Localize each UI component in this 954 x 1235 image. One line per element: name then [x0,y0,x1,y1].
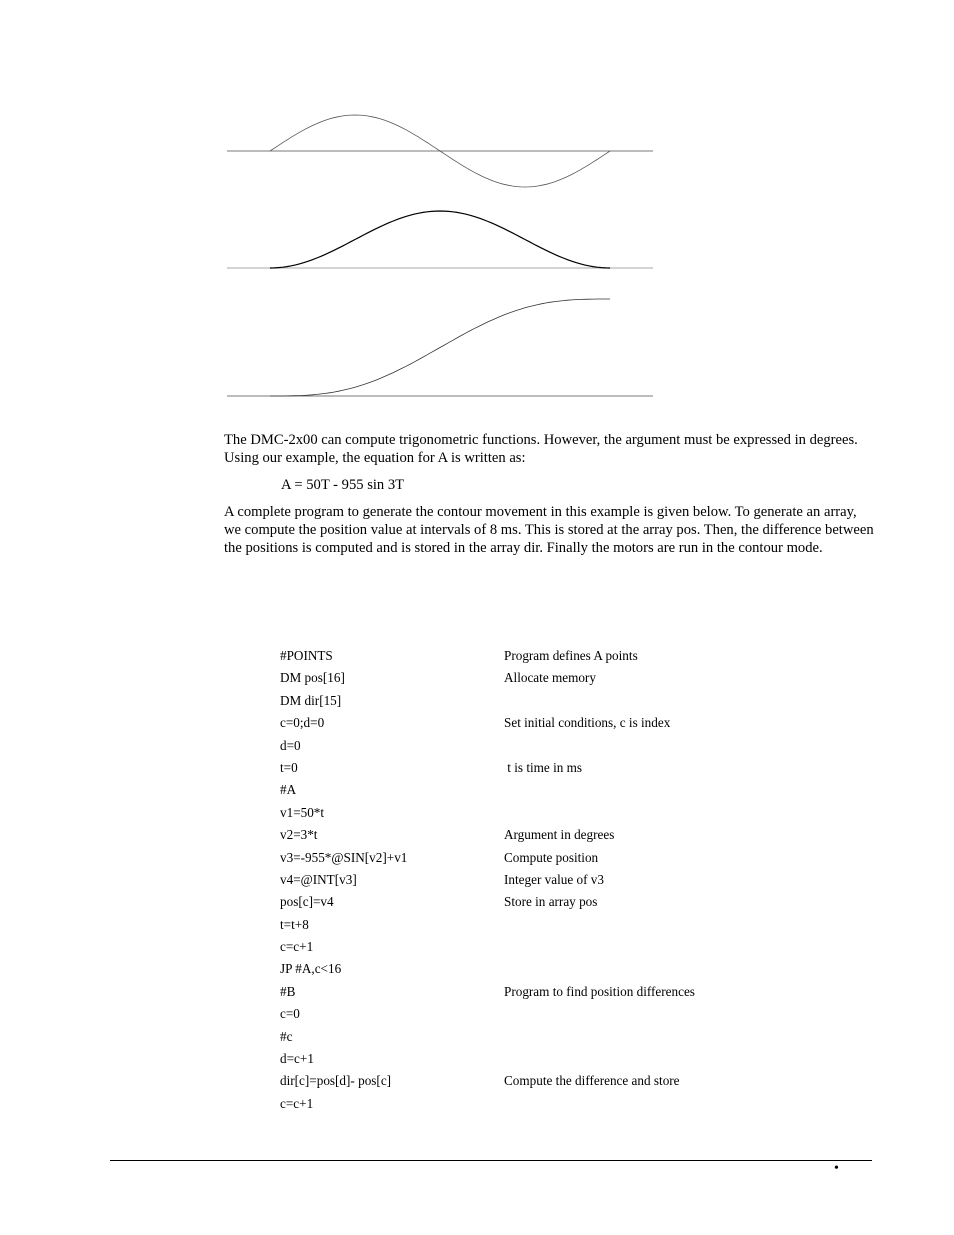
code-line [280,758,880,780]
code-comment: Integer value of v3 [504,871,604,887]
intro-paragraph: The DMC-2x00 can compute trigonometric functions. However, the argument must be expressed in degrees. Using our example, the equation for A is written as: [224,432,858,466]
code-command: d=c+1 [280,1051,314,1067]
code-line [280,825,880,847]
code-command: DM pos[16] [280,670,345,686]
motion-profile-figure [0,0,954,420]
code-comment: Store in array pos [504,894,598,910]
code-command: t=t+8 [280,916,309,932]
code-line [280,691,880,713]
code-command: v4=@INT[v3] [280,871,357,887]
code-line [280,668,880,690]
code-command: dir[c]=pos[d]- pos[c] [280,1073,392,1089]
code-line [280,780,880,802]
code-line [280,915,880,937]
code-line [280,1071,880,1093]
code-command: v1=50*t [280,804,325,820]
code-comment: Compute position [504,849,599,865]
code-comment: t is time in ms [504,759,583,775]
code-line [280,848,880,870]
code-line [280,959,880,981]
code-command: #A [280,782,297,798]
code-command: JP #A,c<16 [280,961,342,977]
equation: A = 50T - 955 sin 3T [281,477,405,493]
code-command: d=0 [280,737,301,753]
code-command: c=0 [280,1006,300,1022]
code-command: #B [280,983,296,999]
code-line [280,1004,880,1026]
code-command: DM dir[15] [280,692,342,708]
code-line [280,1027,880,1049]
code-command: v3=-955*@SIN[v2]+v1 [280,849,408,865]
code-command: pos[c]=v4 [280,894,334,910]
code-command: c=0;d=0 [280,715,325,731]
program-listing [280,646,880,1116]
code-command: #c [280,1028,293,1044]
code-comment: Argument in degrees [504,827,615,843]
code-line [280,713,880,735]
code-command: t=0 [280,759,298,775]
code-command: c=c+1 [280,1095,314,1111]
code-comment: Program defines A points [504,648,638,663]
code-line [280,1094,880,1116]
code-line [280,870,880,892]
code-line [280,1049,880,1071]
code-line [280,982,880,1004]
code-comment: Set initial conditions, c is index [504,715,671,731]
footer-bullet: • [834,1161,839,1176]
position-s-curve [270,299,610,396]
code-line [280,803,880,825]
code-line [280,736,880,758]
footer-rule [110,1160,872,1161]
code-line [280,646,880,668]
code-line [280,892,880,914]
code-line [280,937,880,959]
program-description-paragraph: A complete program to generate the contour movement in this example is given below. To generate an array, we compute the position value at intervals of 8 ms. This is stored at the array pos. Then, the difference between the positions is computed and is stored in the array dir. Finally the motors are run in the contour mode. [224,504,874,556]
code-command: v2=3*t [280,827,318,843]
code-comment: Compute the difference and store [504,1073,680,1089]
code-command: c=c+1 [280,939,314,955]
code-comment: Allocate memory [504,670,596,686]
acceleration-bell-curve [270,211,610,268]
code-comment: Program to find position differences [504,983,695,999]
code-command: #POINTS [280,648,333,663]
